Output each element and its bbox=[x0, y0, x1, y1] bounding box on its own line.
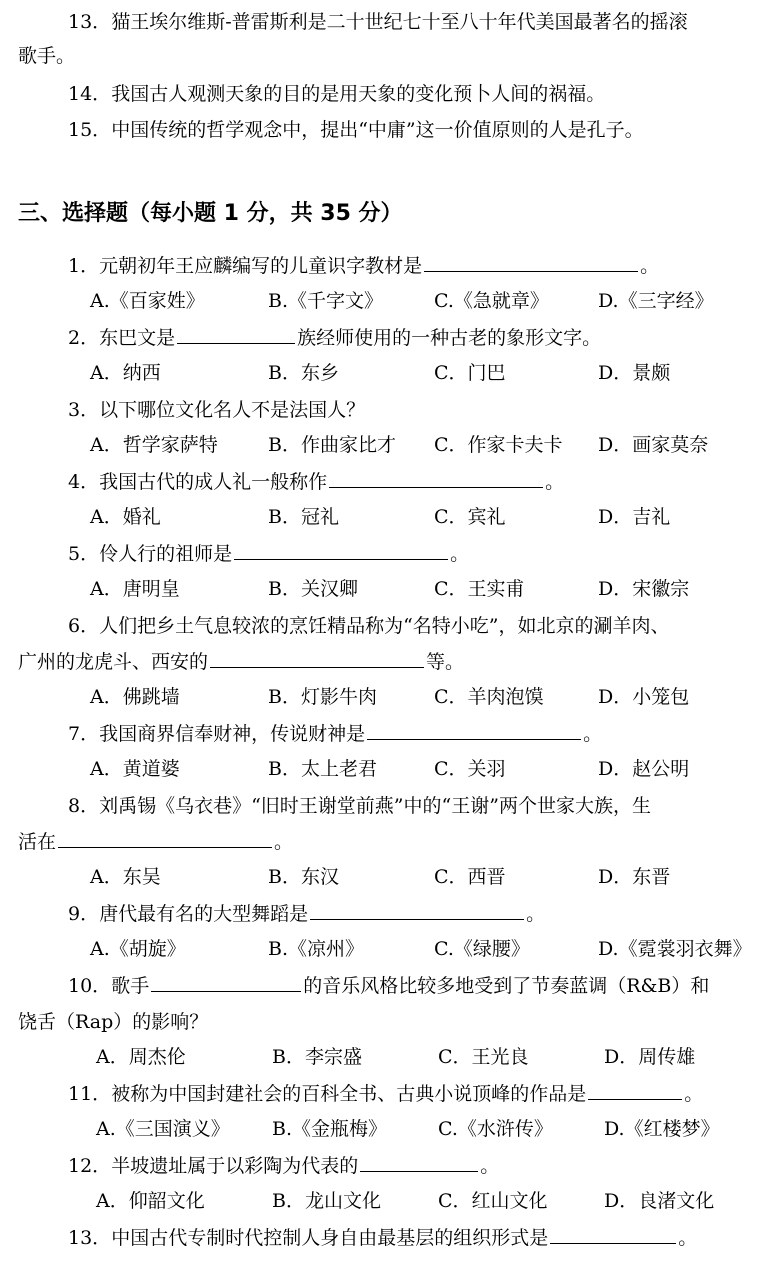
question-8: 8．刘禹锡《乌衣巷》“旧时王谢堂前燕”中的“王谢”两个世家大族，生 bbox=[68, 795, 651, 817]
question-6: 6．人们把乡土气息较浓的烹饪精品称为“名特小吃”，如北京的涮羊肉、 bbox=[68, 615, 670, 637]
option-a[interactable]: A．黄道婆 bbox=[90, 758, 180, 780]
option-a[interactable]: A.《三国演义》 bbox=[96, 1118, 230, 1140]
tf-item-15: 15．中国传统的哲学观念中，提出“中庸”这一价值原则的人是孔子。 bbox=[68, 119, 644, 141]
answer-blank[interactable] bbox=[367, 721, 581, 740]
options-8 bbox=[0, 863, 775, 891]
section-title: 三、选择题（每小题 1 分，共 35 分） bbox=[18, 201, 403, 226]
option-a[interactable]: A.《胡旋》 bbox=[90, 938, 186, 960]
answer-blank[interactable] bbox=[360, 1153, 478, 1172]
options-10 bbox=[0, 1043, 775, 1071]
options-6 bbox=[0, 683, 775, 711]
option-d[interactable]: D．景颇 bbox=[598, 362, 671, 384]
option-d[interactable]: D．宋徽宗 bbox=[598, 578, 690, 600]
option-b[interactable]: B．东汉 bbox=[268, 866, 339, 888]
option-b[interactable]: B．作曲家比才 bbox=[268, 434, 396, 456]
option-c[interactable]: C.《绿腰》 bbox=[434, 938, 530, 960]
options-2 bbox=[0, 359, 775, 387]
option-b[interactable]: B.《凉州》 bbox=[268, 938, 365, 960]
option-a[interactable]: A．东吴 bbox=[90, 866, 161, 888]
tf-item-13-cont: 歌手。 bbox=[18, 45, 76, 67]
options-7 bbox=[0, 755, 775, 783]
options-11 bbox=[0, 1115, 775, 1143]
question-1: 1．元朝初年王应麟编写的儿童识字教材是 。 bbox=[68, 255, 660, 277]
option-c[interactable]: C．红山文化 bbox=[438, 1190, 548, 1212]
option-d[interactable]: D．画家莫奈 bbox=[598, 434, 709, 456]
option-b[interactable]: B．关汉卿 bbox=[268, 578, 358, 600]
option-a[interactable]: A．纳西 bbox=[90, 362, 161, 384]
options-12 bbox=[0, 1187, 775, 1215]
question-6-cont: 广州的龙虎斗、西安的 等。 bbox=[18, 651, 465, 673]
option-d[interactable]: D.《红楼梦》 bbox=[604, 1118, 720, 1140]
option-b[interactable]: B．太上老君 bbox=[268, 758, 377, 780]
tf-item-13: 13．猫王埃尔维斯-普雷斯利是二十世纪七十至八十年代美国最著名的摇滚 bbox=[68, 11, 688, 33]
answer-blank[interactable] bbox=[177, 325, 295, 344]
tf-item-14: 14．我国古人观测天象的目的是用天象的变化预卜人间的祸福。 bbox=[68, 83, 606, 105]
option-a[interactable]: A．周杰伦 bbox=[96, 1046, 186, 1068]
option-c[interactable]: C.《急就章》 bbox=[434, 290, 549, 312]
question-9: 9．唐代最有名的大型舞蹈是 。 bbox=[68, 903, 546, 925]
option-c[interactable]: C．宾礼 bbox=[434, 506, 506, 528]
option-d[interactable]: D.《三字经》 bbox=[598, 290, 714, 312]
option-c[interactable]: C．关羽 bbox=[434, 758, 506, 780]
option-c[interactable]: C．西晋 bbox=[434, 866, 506, 888]
option-d[interactable]: D．东晋 bbox=[598, 866, 671, 888]
option-d[interactable]: D．赵公明 bbox=[598, 758, 690, 780]
option-a[interactable]: A．佛跳墙 bbox=[90, 686, 180, 708]
option-a[interactable]: A．哲学家萨特 bbox=[90, 434, 218, 456]
option-d[interactable]: D．良渚文化 bbox=[604, 1190, 715, 1212]
option-a[interactable]: A．仰韶文化 bbox=[96, 1190, 205, 1212]
question-11: 11．被称为中国封建社会的百科全书、古典小说顶峰的作品是 。 bbox=[68, 1083, 704, 1105]
answer-blank[interactable] bbox=[550, 1225, 676, 1244]
question-2: 2．东巴文是 族经师使用的一种古老的象形文字。 bbox=[68, 327, 602, 349]
option-a[interactable]: A．婚礼 bbox=[90, 506, 161, 528]
answer-blank[interactable] bbox=[151, 973, 301, 992]
option-d[interactable]: D．吉礼 bbox=[598, 506, 671, 528]
answer-blank[interactable] bbox=[310, 901, 524, 920]
option-b[interactable]: B．龙山文化 bbox=[272, 1190, 381, 1212]
option-d[interactable]: D．周传雄 bbox=[604, 1046, 696, 1068]
question-10-cont: 饶舌（Rap）的影响？ bbox=[18, 1011, 209, 1033]
option-c[interactable]: C．作家卡夫卡 bbox=[434, 434, 563, 456]
options-1 bbox=[0, 287, 775, 315]
question-7: 7．我国商界信奉财神，传说财神是 。 bbox=[68, 723, 603, 745]
answer-blank[interactable] bbox=[210, 649, 424, 668]
option-b[interactable]: B.《千字文》 bbox=[268, 290, 384, 312]
option-a[interactable]: A．唐明皇 bbox=[90, 578, 180, 600]
answer-blank[interactable] bbox=[234, 541, 448, 560]
question-4: 4．我国古代的成人礼一般称作 。 bbox=[68, 471, 565, 493]
option-a[interactable]: A.《百家姓》 bbox=[90, 290, 205, 312]
option-d[interactable]: D.《霓裳羽衣舞》 bbox=[598, 938, 752, 960]
answer-blank[interactable] bbox=[58, 829, 272, 848]
answer-blank[interactable] bbox=[329, 469, 543, 488]
answer-blank[interactable] bbox=[424, 253, 638, 272]
option-d[interactable]: D．小笼包 bbox=[598, 686, 690, 708]
question-12: 12．半坡遗址属于以彩陶为代表的 。 bbox=[68, 1155, 500, 1177]
option-c[interactable]: C．羊肉泡馍 bbox=[434, 686, 544, 708]
answer-blank[interactable] bbox=[588, 1081, 682, 1100]
options-5 bbox=[0, 575, 775, 603]
question-8-cont: 活在 。 bbox=[18, 831, 294, 853]
options-4 bbox=[0, 503, 775, 531]
question-5: 5．伶人行的祖师是 。 bbox=[68, 543, 470, 565]
option-c[interactable]: C．王光良 bbox=[438, 1046, 529, 1068]
option-c[interactable]: C.《水浒传》 bbox=[438, 1118, 553, 1140]
options-3 bbox=[0, 431, 775, 459]
option-b[interactable]: B．东乡 bbox=[268, 362, 339, 384]
option-b[interactable]: B.《金瓶梅》 bbox=[272, 1118, 388, 1140]
option-c[interactable]: C．门巴 bbox=[434, 362, 506, 384]
options-9 bbox=[0, 935, 775, 963]
question-10: 10．歌手 的音乐风格比较多地受到了节奏蓝调（R&B）和 bbox=[68, 975, 710, 997]
option-b[interactable]: B．李宗盛 bbox=[272, 1046, 362, 1068]
option-b[interactable]: B．灯影牛肉 bbox=[268, 686, 377, 708]
option-c[interactable]: C．王实甫 bbox=[434, 578, 525, 600]
question-13: 13．中国古代专制时代控制人身自由最基层的组织形式是 。 bbox=[68, 1227, 698, 1249]
question-3: 3．以下哪位文化名人不是法国人？ bbox=[68, 399, 366, 421]
option-b[interactable]: B．冠礼 bbox=[268, 506, 339, 528]
